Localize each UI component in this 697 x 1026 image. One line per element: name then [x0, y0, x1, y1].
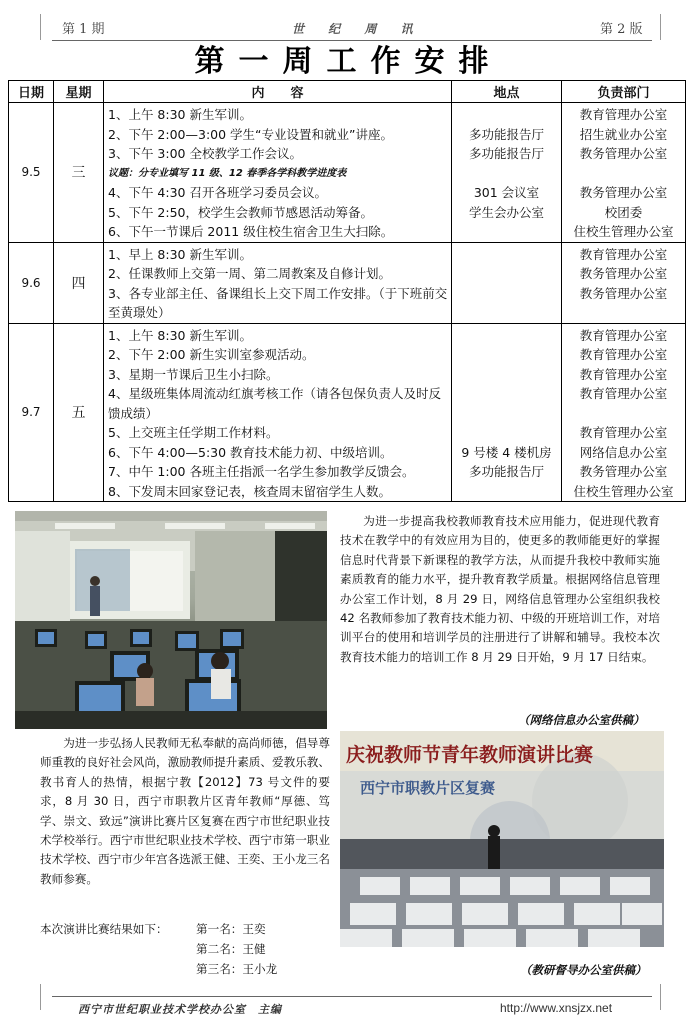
- footer-corner-left: [40, 984, 41, 1010]
- table-row: [9, 103, 686, 243]
- training-room-illustration: [15, 511, 327, 729]
- content-item: 4、星级班集体周流动红旗考核工作（请各包保负责人及时反馈成绩）: [108, 386, 441, 421]
- place-item: [452, 264, 561, 284]
- header-corner-left: [40, 14, 41, 40]
- speech-contest-photo: [340, 731, 664, 947]
- content-item: 7、中午 1:00 各班主任指派一名学生参加教学反馈会。: [108, 464, 415, 479]
- result-second-place: 第二名：王健: [196, 942, 266, 956]
- header-weekday: 星期: [54, 81, 104, 103]
- place-item: [452, 365, 561, 385]
- content-item: 4、下午 4:30 召开各班学习委员会议。: [108, 185, 327, 200]
- row-date: 9.5: [9, 103, 54, 243]
- place-item: [452, 404, 561, 424]
- place-item: 301 会议室: [473, 185, 540, 200]
- header-corner-right: [660, 14, 661, 40]
- place-item: [452, 105, 561, 125]
- header-content: 内 容: [104, 81, 452, 103]
- dept-item: 招生就业办公室: [579, 126, 668, 142]
- dept-item: 教育管理办公室: [579, 347, 668, 362]
- content-item: 5、上交班主任学期工作材料。: [108, 425, 279, 440]
- dept-item: 教务管理办公室: [579, 464, 668, 479]
- dept-item: 教育管理办公室: [579, 327, 668, 343]
- place-item: [452, 384, 561, 404]
- place-item: [452, 245, 561, 265]
- content-item: 6、下午一节课后 2011 级住校生宿舍卫生大扫除。: [108, 224, 394, 239]
- row-dept: [562, 323, 686, 502]
- place-item: [452, 222, 561, 242]
- dept-item: 住校生管理办公室: [573, 483, 674, 499]
- row-weekday: 三: [54, 103, 104, 243]
- content-item: 1、上午 8:30 新生军训。: [108, 107, 252, 122]
- results-label: 本次演讲比赛结果如下：: [40, 922, 168, 936]
- dept-item: 教务管理办公室: [579, 146, 668, 161]
- place-item: 学生会办公室: [468, 204, 544, 220]
- row-place: [452, 323, 562, 502]
- content-item: 1、上午 8:30 新生军训。: [108, 327, 252, 343]
- content-item: 3、各专业部主任、备课组长上交下周工作安排。（于下班前交至黄璟处）: [108, 285, 448, 320]
- place-item: 9 号楼 4 楼机房: [461, 444, 552, 460]
- page-header: [0, 0, 697, 44]
- result-third-place: 第三名：王小龙: [196, 962, 278, 976]
- table-row: [9, 323, 686, 502]
- content-item: 2、下午 2:00 新生实训室参观活动。: [108, 347, 315, 362]
- row-place: [452, 242, 562, 323]
- place-item: 多功能报告厅: [468, 146, 544, 161]
- row-weekday: 五: [54, 323, 104, 502]
- place-item: [452, 284, 561, 304]
- dept-item: 教务管理办公室: [579, 266, 668, 281]
- dept-item: 校团委: [604, 204, 643, 220]
- schedule-table: [8, 80, 686, 502]
- issue-number: 第 1 期: [62, 22, 105, 37]
- publisher-credit: 西宁市世纪职业技术学校办公室 主编: [78, 1003, 282, 1016]
- row-content: [104, 103, 452, 243]
- row-date: 9.6: [9, 242, 54, 323]
- header-date: 日期: [9, 81, 54, 103]
- training-article-text: 为进一步提高我校教师教育技术应用能力，促进现代教育技术在教学中的有效应用为目的，使更多的教师能更好的掌握信息时代背景下新课程的教学方法，从而提升我校中教师实施素质教育的能力水平，提升教育教学质量。根据网络信息管理办公室工作计划，8 月 29 日，网络信息管理办公室组织我校 42 名教师参加了教育技术能力初、中级的开班培训工作，对培训平台的使用和培训学员的注册进行了讲解和辅导。我校本次教育技术能力的培训工作 8 月 29 日开始，9 月 17 日结束。: [340, 514, 660, 664]
- header-place: 地点: [452, 81, 562, 103]
- row-place: [452, 103, 562, 243]
- place-item: 多功能报告厅: [468, 464, 544, 479]
- dept-item: 教务管理办公室: [579, 285, 668, 301]
- dept-item: 教育管理办公室: [579, 425, 668, 440]
- content-item: 5、下午 2:50，校学生会教师节感恩活动筹备。: [108, 204, 373, 220]
- paper-name: 世 纪 周 讯: [292, 22, 423, 36]
- row-weekday: 四: [54, 242, 104, 323]
- header-rule: [52, 40, 652, 41]
- banner-line1: 庆祝教师节青年教师演讲比赛: [346, 744, 594, 766]
- place-item: 多功能报告厅: [468, 126, 544, 142]
- dept-item: 教育管理办公室: [579, 366, 668, 382]
- content-note: 议题：分专业填写 11 级、12 春季各学科教学进度表: [108, 167, 347, 179]
- website-link[interactable]: http://www.xnsjzx.net: [500, 1001, 613, 1015]
- place-item: [452, 326, 561, 346]
- footer-rule: [52, 996, 652, 997]
- content-item: 3、下午 3:00 全校教学工作会议。: [108, 146, 302, 161]
- table-header-row: [9, 81, 686, 103]
- result-first-place: 第一名：王奕: [196, 922, 266, 936]
- dept-item: 教育管理办公室: [579, 246, 668, 262]
- speech-article-credit: （教研督导办公室供稿）: [520, 963, 647, 977]
- dept-item: 教育管理办公室: [579, 386, 668, 401]
- dept-item: 住校生管理办公室: [573, 224, 674, 239]
- header-dept: 负责部门: [562, 81, 686, 103]
- footer-corner-right: [660, 984, 661, 1010]
- row-dept: [562, 242, 686, 323]
- table-row: [9, 242, 686, 323]
- content-item: 8、下发周末回家登记表，核查周末留宿学生人数。: [108, 483, 391, 499]
- page-title: 第一周工作安排: [194, 44, 503, 79]
- content-item: 2、任课教师上交第一周、第二周教案及自修计划。: [108, 266, 391, 281]
- dept-item: 教务管理办公室: [579, 185, 668, 200]
- content-item: 1、早上 8:30 新生军训。: [108, 246, 252, 262]
- row-dept: [562, 103, 686, 243]
- row-content: [104, 242, 452, 323]
- content-item: 3、星期一节课后卫生小扫除。: [108, 366, 279, 382]
- training-room-photo: [15, 511, 327, 729]
- dept-item: 网络信息办公室: [579, 444, 668, 460]
- row-content: [104, 323, 452, 502]
- speech-contest-illustration: [340, 731, 664, 947]
- training-article-credit: （网络信息办公室供稿）: [518, 713, 645, 727]
- place-item: [452, 345, 561, 365]
- dept-item: [562, 164, 685, 184]
- banner-line2: 西宁市职教片区复赛: [360, 779, 496, 797]
- row-date: 9.7: [9, 323, 54, 502]
- page-number: 第 2 版: [600, 22, 643, 37]
- content-item: 6、下午 4:00—5:30 教育技术能力初、中级培训。: [108, 444, 393, 460]
- dept-item: 教育管理办公室: [579, 107, 668, 122]
- place-item: [452, 164, 561, 184]
- speech-article-text: 为进一步弘扬人民教师无私奉献的高尚师德，倡导尊师重教的良好社会风尚，激励教师提升素质、爱教乐教、教书育人的热情，根据宁教【2012】73 号文件的要求，8 月 30 日，西宁市职教片区青年教师“厚德、笃学、崇文、致远”演讲比赛片区复赛在西宁市世纪职业技术学校举行。西宁市世纪职业技术学校、西宁市第一职业技术学校、西宁市少年宫各选派王健、王奕、王小龙三名教师参赛。: [40, 736, 330, 886]
- content-item: 2、下午 2:00—3:00 学生“专业设置和就业”讲座。: [108, 126, 393, 142]
